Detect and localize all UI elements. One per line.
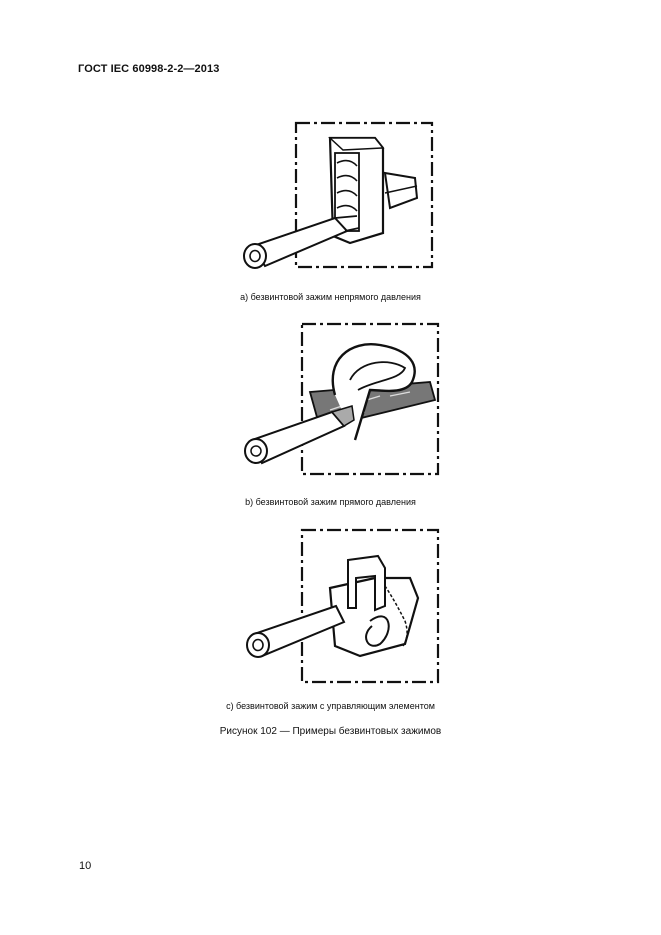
page-number: 10 bbox=[79, 860, 92, 872]
figure-c-caption: c) безвинтовой зажим с управляющим элементом bbox=[226, 701, 435, 711]
figure-b bbox=[240, 320, 445, 480]
figure-c bbox=[240, 526, 445, 686]
figure-a bbox=[235, 118, 440, 273]
document-header: ГОСТ IEC 60998-2-2—2013 bbox=[78, 63, 220, 75]
actuating-element-clamp-drawing-icon bbox=[240, 526, 445, 686]
figure-title: Рисунок 102 — Примеры безвинтовых зажимов bbox=[219, 726, 442, 737]
figure-a-caption: a) безвинтовой зажим непрямого давления bbox=[240, 292, 421, 302]
figure-b-caption: b) безвинтовой зажим прямого давления bbox=[245, 497, 416, 507]
direct-pressure-clamp-drawing-icon bbox=[240, 320, 445, 480]
indirect-pressure-clamp-drawing-icon bbox=[235, 118, 440, 273]
